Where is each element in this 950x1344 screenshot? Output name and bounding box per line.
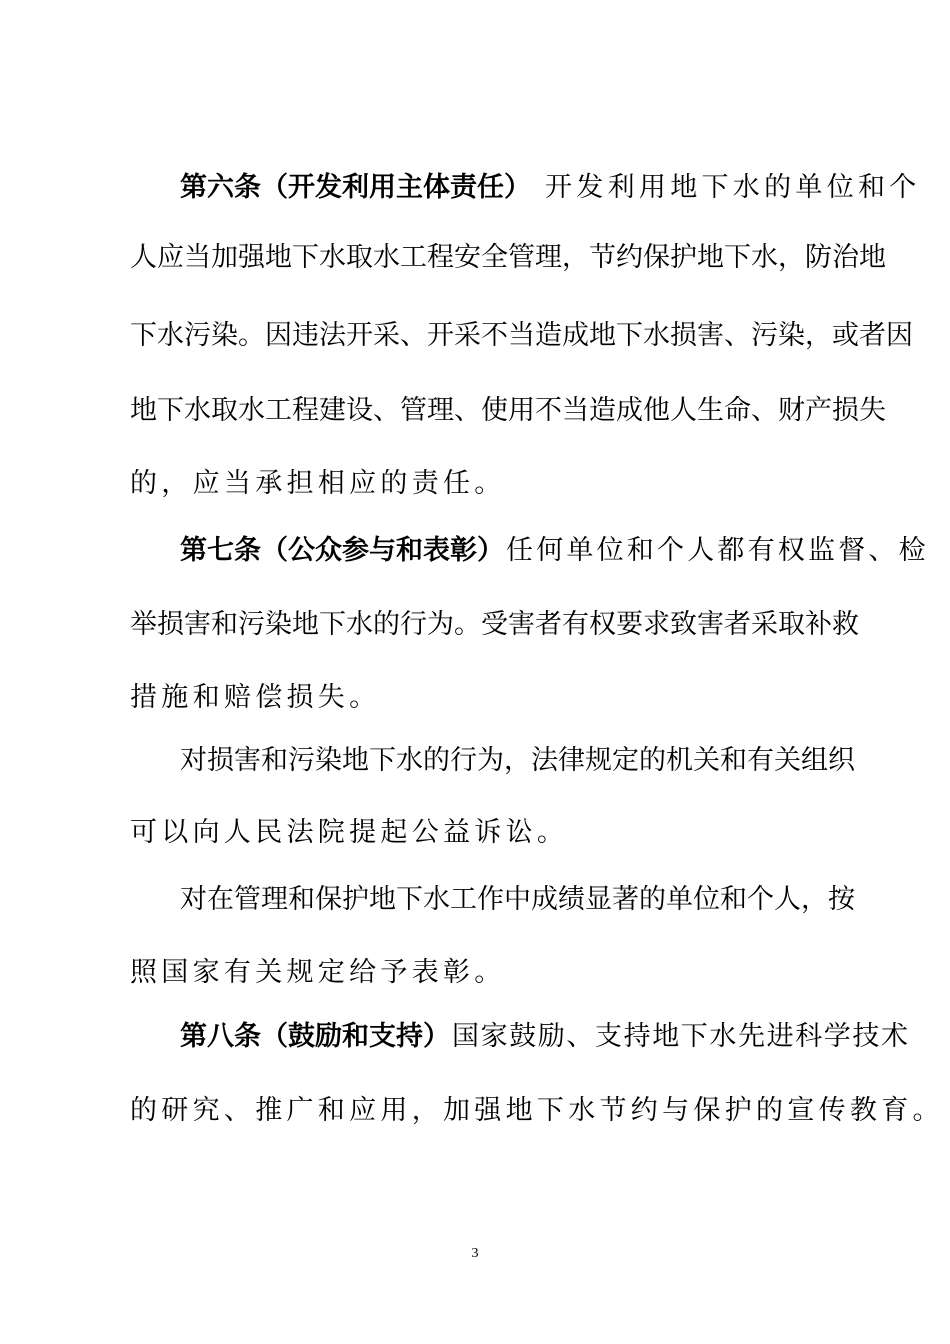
article-8-line-2: 的研究、推广和应用，加强地下水节约与保护的宣传教育。 — [130, 1095, 944, 1126]
article-6-line-1 — [180, 170, 921, 206]
article-6-line-2: 人应当加强地下水取水工程安全管理，节约保护地下水，防治地 — [130, 242, 886, 273]
article-7-para-3-line-2: 照国家有关规定给予表彰。 — [130, 957, 506, 988]
article-8-line-1 — [180, 1019, 910, 1055]
page-number: 3 — [471, 1246, 479, 1261]
article-7-para-3-line-1: 对在管理和保护地下水工作中成绩显著的单位和个人，按 — [180, 884, 855, 915]
article-6-heading: 第六条（开发利用主体责任） — [180, 172, 531, 203]
article-7-text: 任何单位和个人都有权监督、检 — [506, 535, 929, 566]
article-7-line-2: 举损害和污染地下水的行为。受害者有权要求致害者采取补救 — [130, 609, 859, 640]
article-6-line-3: 下水污染。因违法开采、开采不当造成地下水损害、污染，或者因 — [130, 320, 913, 351]
article-6-line-4: 地下水取水工程建设、管理、使用不当造成他人生命、财产损失 — [130, 395, 886, 426]
article-6-text: 开发利用地下水的单位和个 — [545, 172, 921, 203]
article-7-heading: 第七条（公众参与和表彰） — [180, 535, 504, 566]
article-7-line-1 — [180, 533, 929, 569]
article-8-text: 国家鼓励、支持地下水先进科学技术 — [452, 1021, 910, 1052]
article-8-heading: 第八条（鼓励和支持） — [180, 1021, 450, 1052]
article-7-para-2-line-1: 对损害和污染地下水的行为，法律规定的机关和有关组织 — [180, 745, 855, 776]
article-7-para-2-line-2: 可以向人民法院提起公益诉讼。 — [130, 817, 569, 848]
article-6-line-5: 的，应当承担相应的责任。 — [130, 468, 506, 499]
article-7-line-3: 措施和赔偿损失。 — [130, 682, 381, 713]
